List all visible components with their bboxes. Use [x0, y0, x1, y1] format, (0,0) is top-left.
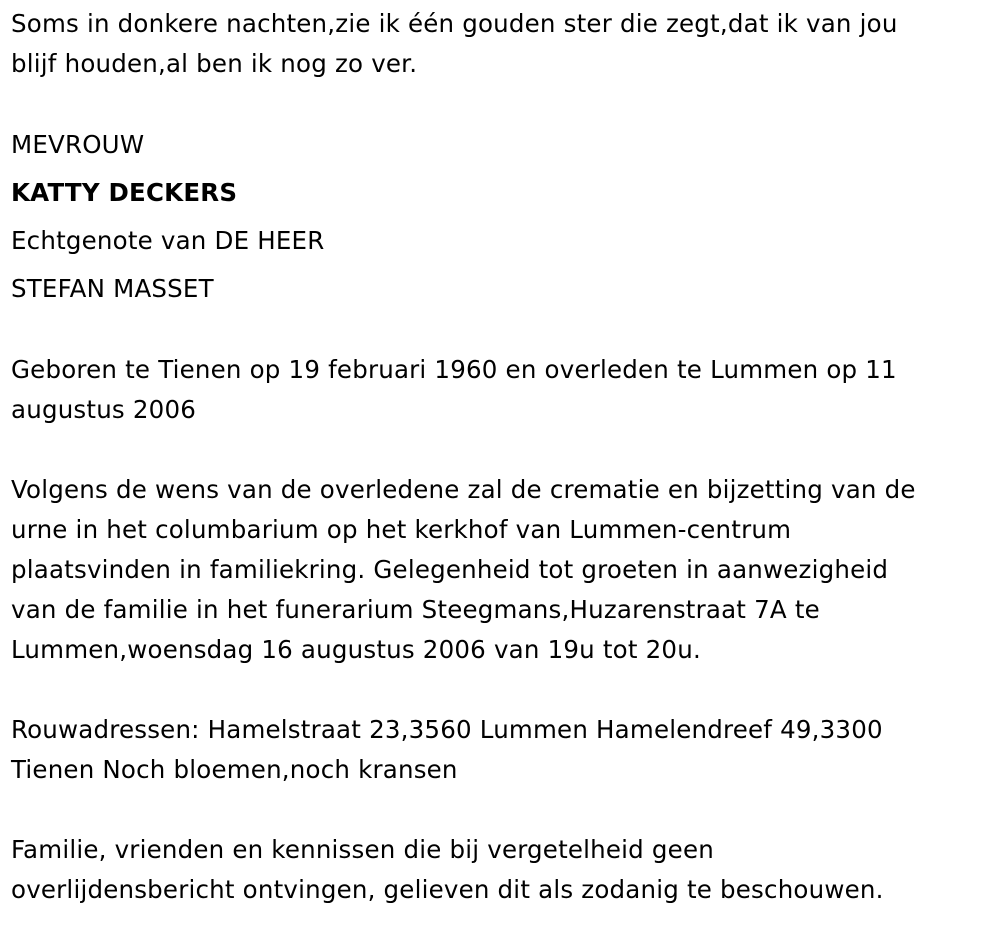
- ceremony-line: Volgens de wens van de overledene zal de crematie en bijzetting van de: [11, 475, 916, 504]
- address-line: Tienen Noch bloemen,noch kransen: [11, 755, 458, 784]
- ceremony-line: urne in het columbarium op het kerkhof van Lummen-centrum: [11, 515, 792, 544]
- closing-block: [11, 830, 884, 910]
- deceased-name: KATTY DECKERS: [11, 178, 238, 207]
- verse-line: Soms in donkere nachten,zie ik één gouden ster die zegt,dat ik van jou: [11, 9, 898, 38]
- birth-death-line: augustus 2006: [11, 395, 197, 424]
- address-line: Rouwadressen: Hamelstraat 23,3560 Lummen Hamelendreef 49,3300: [11, 715, 883, 744]
- birth-death-block: [11, 350, 897, 430]
- ceremony-line: van de familie in het funerarium Steegmans,Huzarenstraat 7A te: [11, 595, 820, 624]
- ceremony-line: Lummen,woensdag 16 augustus 2006 van 19u tot 20u.: [11, 635, 701, 664]
- ceremony-block: [11, 470, 916, 670]
- title-label: MEVROUW: [11, 130, 145, 159]
- spouse-name: STEFAN MASSET: [11, 274, 214, 303]
- birth-death-line: Geboren te Tienen op 19 februari 1960 en overleden te Lummen op 11: [11, 355, 897, 384]
- closing-line: overlijdensbericht ontvingen, gelieven dit als zodanig te beschouwen.: [11, 875, 884, 904]
- deceased-block: [11, 121, 324, 313]
- addresses-block: [11, 710, 883, 790]
- verse-line: blijf houden,al ben ik nog zo ver.: [11, 49, 418, 78]
- spouse-line: Echtgenote van DE HEER: [11, 226, 325, 255]
- verse-block: [11, 4, 898, 84]
- ceremony-line: plaatsvinden in familiekring. Gelegenheid tot groeten in aanwezigheid: [11, 555, 889, 584]
- closing-line: Familie, vrienden en kennissen die bij vergetelheid geen: [11, 835, 714, 864]
